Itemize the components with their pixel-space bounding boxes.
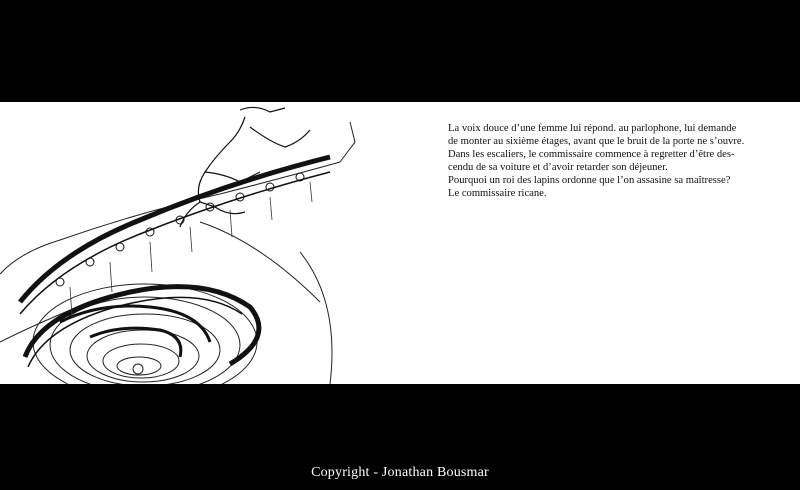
story-line: Le commissaire ricane. <box>448 188 547 200</box>
story-text <box>448 122 748 201</box>
illustration-page <box>0 102 800 384</box>
story-line: cendu de sa voiture et d’avoir retarder son déjeuner. <box>448 162 668 174</box>
copyright-notice: Copyright - Jonathan Bousmar <box>311 465 489 480</box>
story-line: Pourquoi un roi des lapins ordonne que l’on assasine sa maîtresse? <box>448 175 731 187</box>
story-line: de monter au sixième étages, avant que le bruit de la porte ne s’ouvre. <box>448 136 745 148</box>
spiral-staircase-drawing <box>0 102 420 384</box>
story-line: Dans les escaliers, le commissaire commence à regretter d’être des- <box>448 149 735 161</box>
story-line: La voix douce d’une femme lui répond. au parlophone, lui demande <box>448 123 737 134</box>
